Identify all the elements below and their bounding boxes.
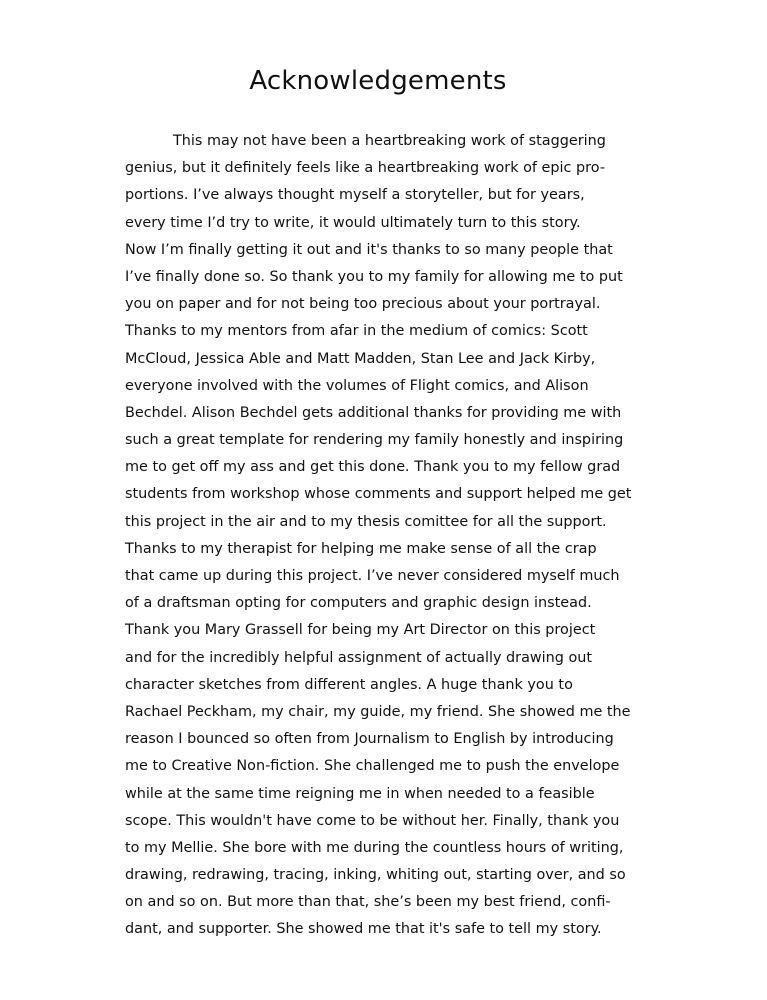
text-line: every time I’d try to write, it would ultimately turn to this story.: [125, 214, 581, 231]
text-line: McCloud, Jessica Able and Matt Madden, Stan Lee and Jack Kirby,: [125, 350, 596, 367]
text-line: reason I bounced so often from Journalism to English by introducing: [125, 731, 614, 748]
page-title: Acknowledgements: [249, 66, 507, 96]
text-line: Thank you Mary Grassell for being my Art Director on this project: [125, 622, 596, 639]
text-line: dant, and supporter. She showed me that it's safe to tell my story.: [125, 921, 602, 938]
text-line: on and so on. But more than that, she’s been my best friend, confi-: [125, 894, 611, 911]
text-line: everyone involved with the volumes of Flight comics, and Alison: [125, 377, 589, 394]
text-line: drawing, redrawing, tracing, inking, whiting out, starting over, and so: [125, 867, 626, 884]
text-line: me to Creative Non-fiction. She challenged me to push the envelope: [125, 758, 620, 775]
text-line: you on paper and for not being too precious about your portrayal.: [125, 296, 601, 313]
acknowledgements-paragraph: [125, 128, 645, 944]
text-line: portions. I’ve always thought myself a storyteller, but for years,: [125, 187, 585, 204]
text-line: me to get off my ass and get this done. Thank you to my fellow grad: [125, 459, 621, 476]
text-line: Now I’m finally getting it out and it's thanks to so many people that: [125, 241, 613, 258]
text-line: such a great template for rendering my family honestly and inspiring: [125, 432, 624, 449]
text-line: genius, but it definitely feels like a heartbreaking work of epic pro-: [125, 160, 606, 177]
text-line: scope. This wouldn't have come to be without her. Finally, thank you: [125, 812, 620, 829]
text-line: Rachael Peckham, my chair, my guide, my friend. She showed me the: [125, 703, 631, 720]
text-line: Thanks to my mentors from afar in the medium of comics: Scott: [125, 323, 588, 340]
text-line: character sketches from different angles. A huge thank you to: [125, 676, 573, 693]
text-line: students from workshop whose comments and support helped me get: [125, 486, 632, 503]
text-line: this project in the air and to my thesis comittee for all the support.: [125, 513, 607, 530]
text-line: Bechdel. Alison Bechdel gets additional thanks for providing me with: [125, 404, 622, 421]
text-line: of a draftsman opting for computers and graphic design instead.: [125, 595, 592, 612]
text-line: This may not have been a heartbreaking work of staggering: [173, 133, 606, 149]
text-line: to my Mellie. She bore with me during the countless hours of writing,: [125, 839, 624, 856]
text-line: and for the incredibly helpful assignment of actually drawing out: [125, 649, 593, 666]
text-line: that came up during this project. I’ve never considered myself much: [125, 568, 620, 584]
text-line: while at the same time reigning me in when needed to a feasible: [125, 785, 595, 802]
text-line: Thanks to my therapist for helping me make sense of all the crap: [125, 540, 597, 557]
text-line: I’ve finally done so. So thank you to my family for allowing me to put: [125, 268, 623, 285]
